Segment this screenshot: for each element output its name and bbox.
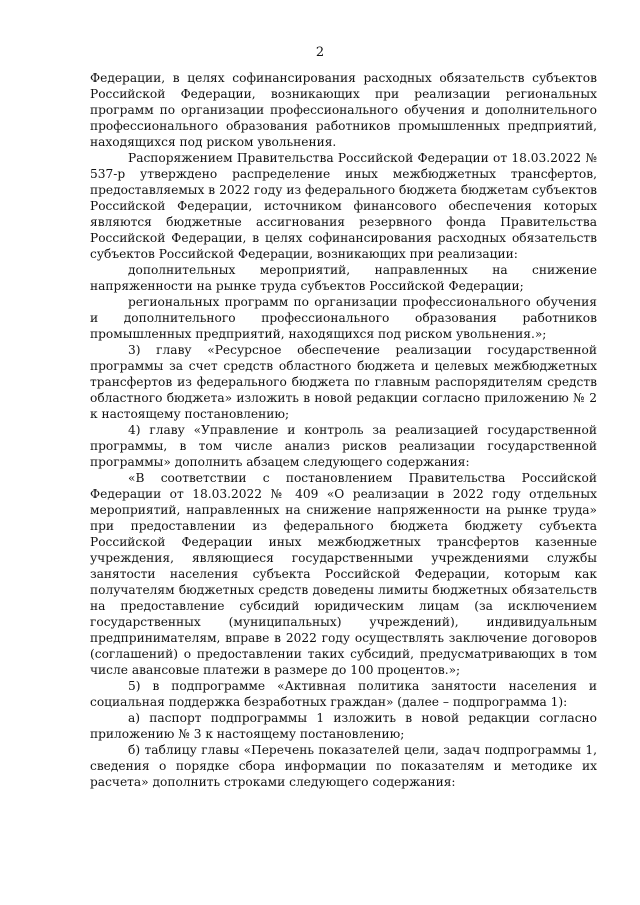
paragraph: «В соответствии с постановлением Правительства Российской Федерации от 18.03.2022 № 409 «О реализации в 2022 году отдельных мероприятий, направленных на снижение напряженности на рынке труда» при предоставлении из федерального бюджета бюджету субъекта Российской Федерации иных межбюджетных трансфертов казенные учреждения, являющиеся государственными учреждениями службы занятости населения субъекта Российской Федерации, которым как получателям бюджетных средств доведены лимиты бюджетных обязательств на предоставление субсидий юридическим лицам (за исключением государственных (муниципальных) учреждений), индивидуальным предпринимателям, вправе в 2022 году осуществлять заключение договоров (соглашений) о предоставлении таких субсидий, предусматривающих в том числе авансовые платежи в размере до 100 процентов.»;	[90, 471, 597, 677]
paragraph: 3) главу «Ресурсное обеспечение реализации государственной программы за счет средств областного бюджета и целевых межбюджетных трансфертов из федерального бюджета по главным распорядителям средств областного бюджета» изложить в новой редакции согласно приложению № 2 к настоящему постановлению;	[90, 343, 597, 421]
paragraph: 5) в подпрограмме «Активная политика занятости населения и социальная поддержка безработных граждан» (далее – подпрограмма 1):	[90, 679, 597, 709]
paragraph: 4) главу «Управление и контроль за реализацией государственной программы, в том числе анализ рисков реализации государственной программы» дополнить абзацем следующего содержания:	[90, 423, 597, 469]
page-number: 2	[315, 45, 325, 60]
paragraph: Федерации, в целях софинансирования расходных обязательств субъектов Российской Федерации, возникающих при реализации региональных программ по организации профессионального обучения и дополнительного профессионального образования работников промышленных предприятий, находящихся под риском увольнения.	[90, 71, 597, 149]
paragraph: б) таблицу главы «Перечень показателей цели, задач подпрограммы 1, сведения о порядке сбора информации по показателям и методике их расчета» дополнить строками следующего содержания:	[90, 743, 597, 789]
paragraph: дополнительных мероприятий, направленных на снижение напряженности на рынке труда субъектов Российской Федерации;	[90, 263, 597, 293]
paragraph: региональных программ по организации профессионального обучения и дополнительного профессионального образования работников промышленных предприятий, находящихся под риском увольнения.»;	[90, 295, 597, 341]
document-body	[90, 70, 597, 790]
paragraph: а) паспорт подпрограммы 1 изложить в новой редакции согласно приложению № 3 к настоящему постановлению;	[90, 711, 597, 741]
paragraph: Распоряжением Правительства Российской Федерации от 18.03.2022 № 537-р утверждено распределение иных межбюджетных трансфертов, предоставляемых в 2022 году из федерального бюджета бюджетам субъектов Российской Федерации, источником финансового обеспечения которых являются бюджетные ассигнования резервного фонда Правительства Российской Федерации, в целях софинансирования расходных обязательств субъектов Российской Федерации, возникающих при реализации:	[90, 151, 597, 261]
